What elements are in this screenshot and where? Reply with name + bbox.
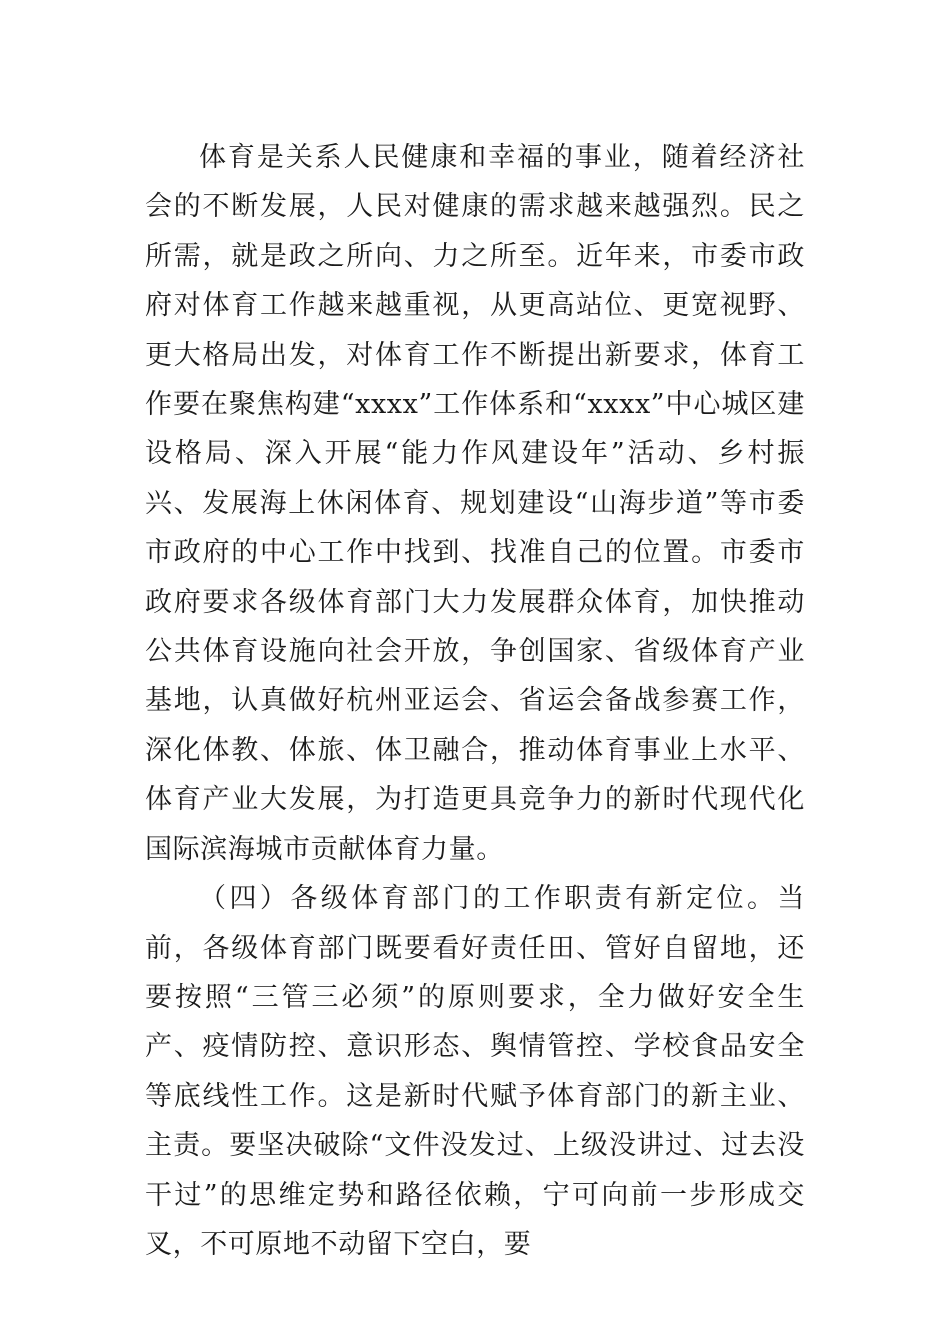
paragraph-sports-development: 体育是关系人民健康和幸福的事业，随着经济社会的不断发展，人民对健康的需求越来越强烈。民之所需，就是政之所向、力之所至。近年来，市委市政府对体育工作越来越重视，从更高站位、更宽视野、更大格局出发，对体育工作不断提出新要求，体育工作要在聚焦构建“xxxx”工作体系和“xxxx”中心城区建设格局、深入开展“能力作风建设年”活动、乡村振兴、发展海上休闲体育、规划建设“山海步道”等市委市政府的中心工作中找到、找准自己的位置。市委市政府要求各级体育部门大力发展群众体育，加快推动公共体育设施向社会开放，争创国家、省级体育产业基地，认真做好杭州亚运会、省运会备战参赛工作，深化体教、体旅、体卫融合，推动体育事业上水平、体育产业大发展，为打造更具竞争力的新时代现代化国际滨海城市贡献体育力量。 — [145, 142, 805, 865]
paragraph-department-duties: （四）各级体育部门的工作职责有新定位。当前，各级体育部门既要看好责任田、管好自留地，还要按照“三管三必须”的原则要求，全力做好安全生产、疫情防控、意识形态、舆情管控、学校食品安全等底线性工作。这是新时代赋予体育部门的新主业、主责。要坚决破除“文件没发过、上级没讲过、过去没干过”的思维定势和路径依赖，宁可向前一步形成交叉，不可原地不动留下空白，要 — [145, 883, 805, 1260]
document-body — [145, 133, 805, 1269]
